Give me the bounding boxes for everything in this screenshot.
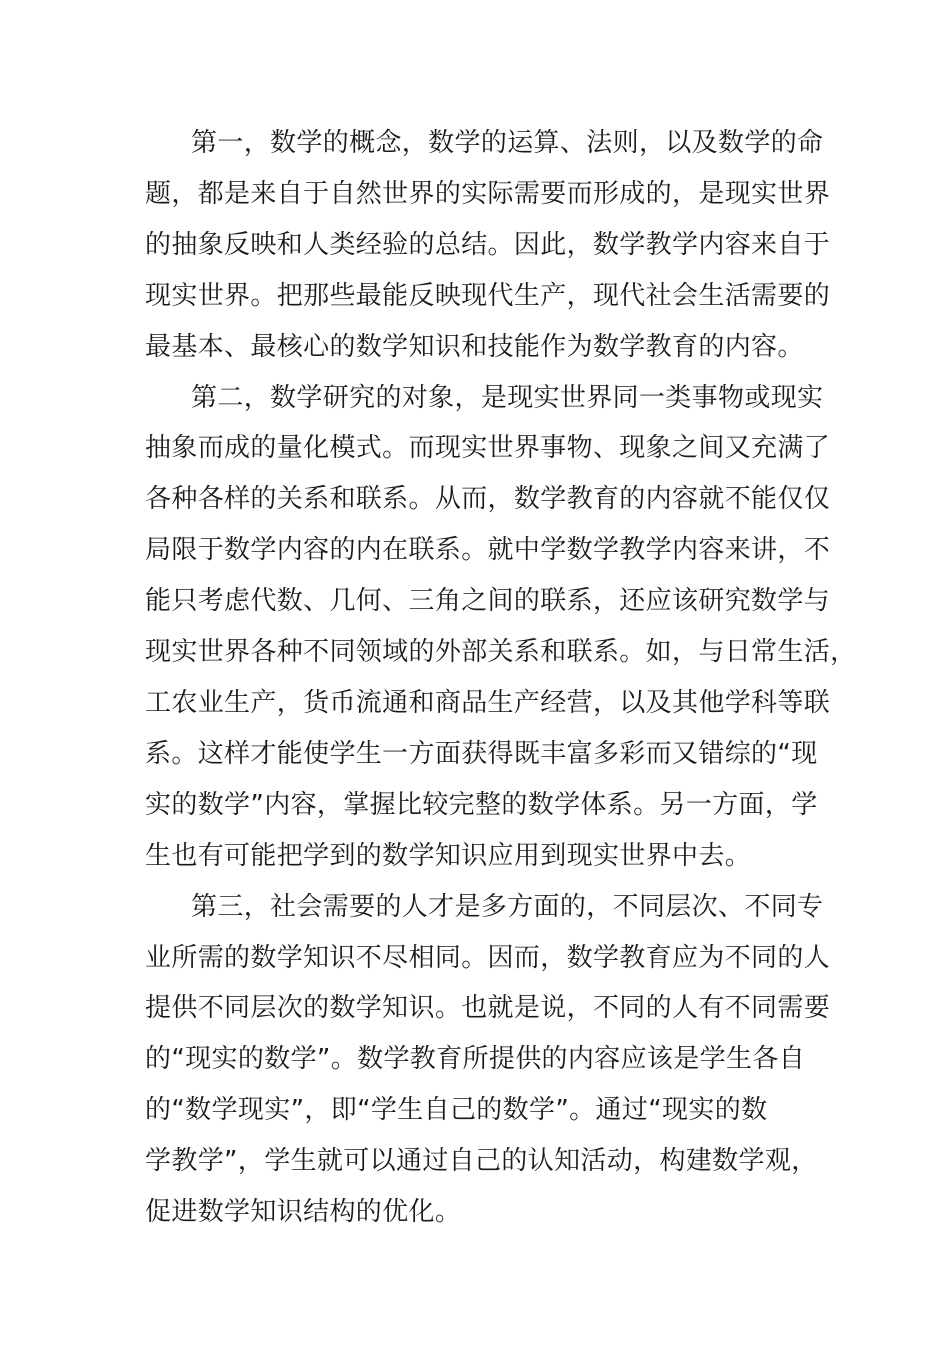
text-line: 最基本、最核心的数学知识和技能作为数学教育的内容。 [145, 331, 804, 362]
text-line: 学教学”，学生就可以通过自己的认知活动，构建数学观， [145, 1146, 818, 1177]
text-line: 生也有可能把学到的数学知识应用到现实世界中去。 [145, 840, 752, 871]
text-line: 的“数学现实”，即“学生自己的数学”。通过“现实的数 [145, 1095, 768, 1126]
text-line: 能只考虑代数、几何、三角之间的联系，还应该研究数学与 [145, 586, 831, 617]
document-body [145, 118, 857, 1238]
text-line: 实的数学”内容，掌握比较完整的数学体系。另一方面，学 [145, 789, 818, 820]
paragraph-3 [145, 882, 831, 1238]
text-line: 抽象而成的量化模式。而现实世界事物、现象之间又充满了 [145, 433, 831, 464]
text-line: 第三，社会需要的人才是多方面的，不同层次、不同专 [191, 891, 824, 922]
text-line: 提供不同层次的数学知识。也就是说，不同的人有不同需要 [145, 993, 831, 1024]
text-line: 的“现实的数学”。数学教育所提供的内容应该是学生各自 [145, 1044, 806, 1075]
text-line: 题，都是来自于自然世界的实际需要而形成的，是现实世界 [145, 178, 831, 209]
text-line: 第一，数学的概念，数学的运算、法则，以及数学的命 [191, 128, 824, 158]
paragraph-1 [145, 118, 831, 373]
text-line: 系。这样才能使学生一方面获得既丰富多彩而又错综的“现 [145, 738, 818, 769]
text-line: 各种各样的关系和联系。从而，数学教育的内容就不能仅仅 [145, 484, 831, 515]
text-line: 业所需的数学知识不尽相同。因而，数学教育应为不同的人 [145, 942, 831, 973]
text-line: 促进数学知识结构的优化。 [145, 1197, 462, 1228]
paragraph-2 [145, 373, 857, 882]
text-line: 局限于数学内容的内在联系。就中学数学教学内容来讲，不 [145, 535, 831, 566]
text-line: 现实世界。把那些最能反映现代生产，现代社会生活需要的 [145, 280, 831, 311]
text-line: 第二，数学研究的对象，是现实世界同一类事物或现实 [191, 382, 824, 413]
text-line: 的抽象反映和人类经验的总结。因此，数学教学内容来自于 [145, 229, 831, 260]
text-line: 现实世界各种不同领域的外部关系和联系。如，与日常生活， [145, 637, 857, 668]
text-line: 工农业生产，货币流通和商品生产经营，以及其他学科等联 [145, 687, 831, 718]
